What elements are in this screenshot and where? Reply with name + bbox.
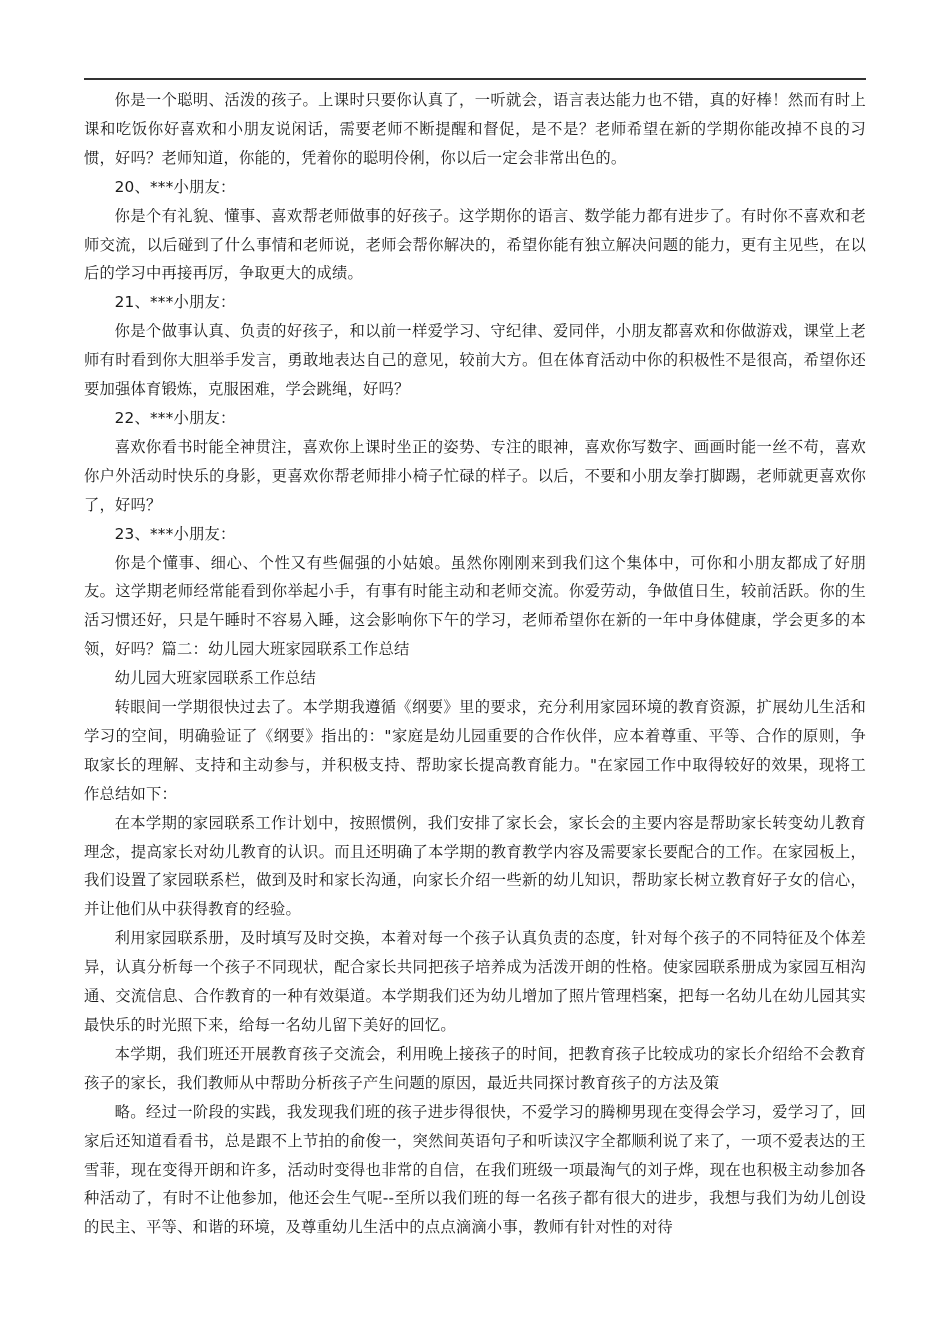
- paragraph: 在本学期的家园联系工作计划中，按照惯例，我们安排了家长会，家长会的主要内容是帮助家长转变幼儿教育理念，提高家长对幼儿教育的认识。而且还明确了本学期的教育教学内容及需要家长要配合的工作。在家园板上，我们设置了家园联系栏，做到及时和家长沟通，向家长介绍一些新的幼儿知识，帮助家长树立教育好子女的信心，并让他们从中获得教育的经验。: [84, 813, 866, 919]
- student-heading: 20、***小朋友：: [114, 177, 236, 196]
- paragraph: 你是一个聪明、活泼的孩子。上课时只要你认真了，一听就会，语言表达能力也不错，真的好棒！然而有时上课和吃饭你好喜欢和小朋友说闲话，需要老师不断提醒和督促，是不是？老师希望在新的学期你能改掉不良的习惯，好吗？老师知道，你能的，凭着你的聪明伶俐，你以后一定会非常出色的。: [84, 91, 866, 167]
- section-title: 幼儿园大班家园联系工作总结: [114, 669, 317, 688]
- paragraph: 利用家园联系册，及时填写及时交换，本着对每一个孩子认真负责的态度，针对每个孩子的不同特征及个体差异，认真分析每一个孩子不同现状，配合家长共同把孩子培养成为活泼开朗的性格。使家园联系册成为家园互相沟通、交流信息、合作教育的一种有效渠道。本学期我们还为幼儿增加了照片管理档案，把每一名幼儿在幼儿园其实最快乐的时光照下来，给每一名幼儿留下美好的回忆。: [84, 929, 866, 1034]
- student-heading: 22、***小朋友：: [114, 408, 236, 427]
- paragraph: 本学期，我们班还开展教育孩子交流会，利用晚上接孩子的时间，把教育孩子比较成功的家长介绍给不会教育孩子的家长，我们教师从中帮助分析孩子产生问题的原因，最近共同探讨教育孩子的方法及策: [84, 1044, 866, 1092]
- paragraph: 转眼间一学期很快过去了。本学期我遵循《纲要》里的要求，充分利用家园环境的教育资源，扩展幼儿生活和学习的空间，明确验证了《纲要》指出的："家庭是幼儿园重要的合作伙伴，应本着尊重、平等、合作的原则，争取家长的理解、支持和主动参与，并积极支持、帮助家长提高教育能力。"在家园工作中取得较好的效果，现将工作总结如下：: [84, 698, 866, 803]
- paragraph: 你是个做事认真、负责的好孩子，和以前一样爱学习、守纪律、爱同伴，小朋友都喜欢和你做游戏，课堂上老师有时看到你大胆举手发言，勇敢地表达自己的意见，较前大方。但在体育活动中你的积极性不是很高，希望你还要加强体育锻炼，克服困难，学会跳绳，好吗？: [84, 322, 866, 399]
- paragraph: 喜欢你看书时能全神贯注，喜欢你上课时坐正的姿势、专注的眼神，喜欢你写数字、画画时能一丝不苟，喜欢你户外活动时快乐的身影，更喜欢你帮老师排小椅子忙碌的样子。以后，不要和小朋友拳打脚踢，老师就更喜欢你了，好吗？: [84, 437, 866, 514]
- student-heading: 21、***小朋友：: [114, 293, 236, 312]
- document-body: [84, 86, 866, 1242]
- paragraph: 你是个懂事、细心、个性又有些倔强的小姑娘。虽然你刚刚来到我们这个集体中，可你和小朋友都成了好朋友。这学期老师经常能看到你举起小手，有事有时能主动和老师交流。你爱劳动，争做值日生，较前活跃。你的生活习惯还好，只是午睡时不容易入睡，这会影响你下午的学习，老师希望你在新的一年中身体健康，学会更多的本领，好吗？篇二：幼儿园大班家园联系工作总结: [84, 553, 866, 659]
- paragraph: 略。经过一阶段的实践，我发现我们班的孩子进步得很快，不爱学习的腾柳男现在变得会学习，爱学习了，回家后还知道看看书，总是跟不上节拍的俞俊一，突然间英语句子和听读汉字全都顺利说了来了，一项不爱表达的王雪菲，现在变得开朗和许多，活动时变得也非常的自信，在我们班级一项最淘气的刘子烨，现在也积极主动参加各种活动了，有时不让他参加，他还会生气呢--至所以我们班的每一名孩子都有很大的进步，我想与我们为幼儿创设的民主、平等、和谐的环境，及尊重幼儿生活中的点点滴滴小事，教师有针对性的对待: [84, 1102, 866, 1237]
- header-rule: [84, 78, 866, 80]
- student-heading: 23、***小朋友：: [114, 524, 236, 543]
- paragraph: 你是个有礼貌、懂事、喜欢帮老师做事的好孩子。这学期你的语言、数学能力都有进步了。有时你不喜欢和老师交流，以后碰到了什么事情和老师说，老师会帮你解决的，希望你能有独立解决问题的能力，更有主见些，在以后的学习中再接再厉，争取更大的成绩。: [84, 206, 866, 283]
